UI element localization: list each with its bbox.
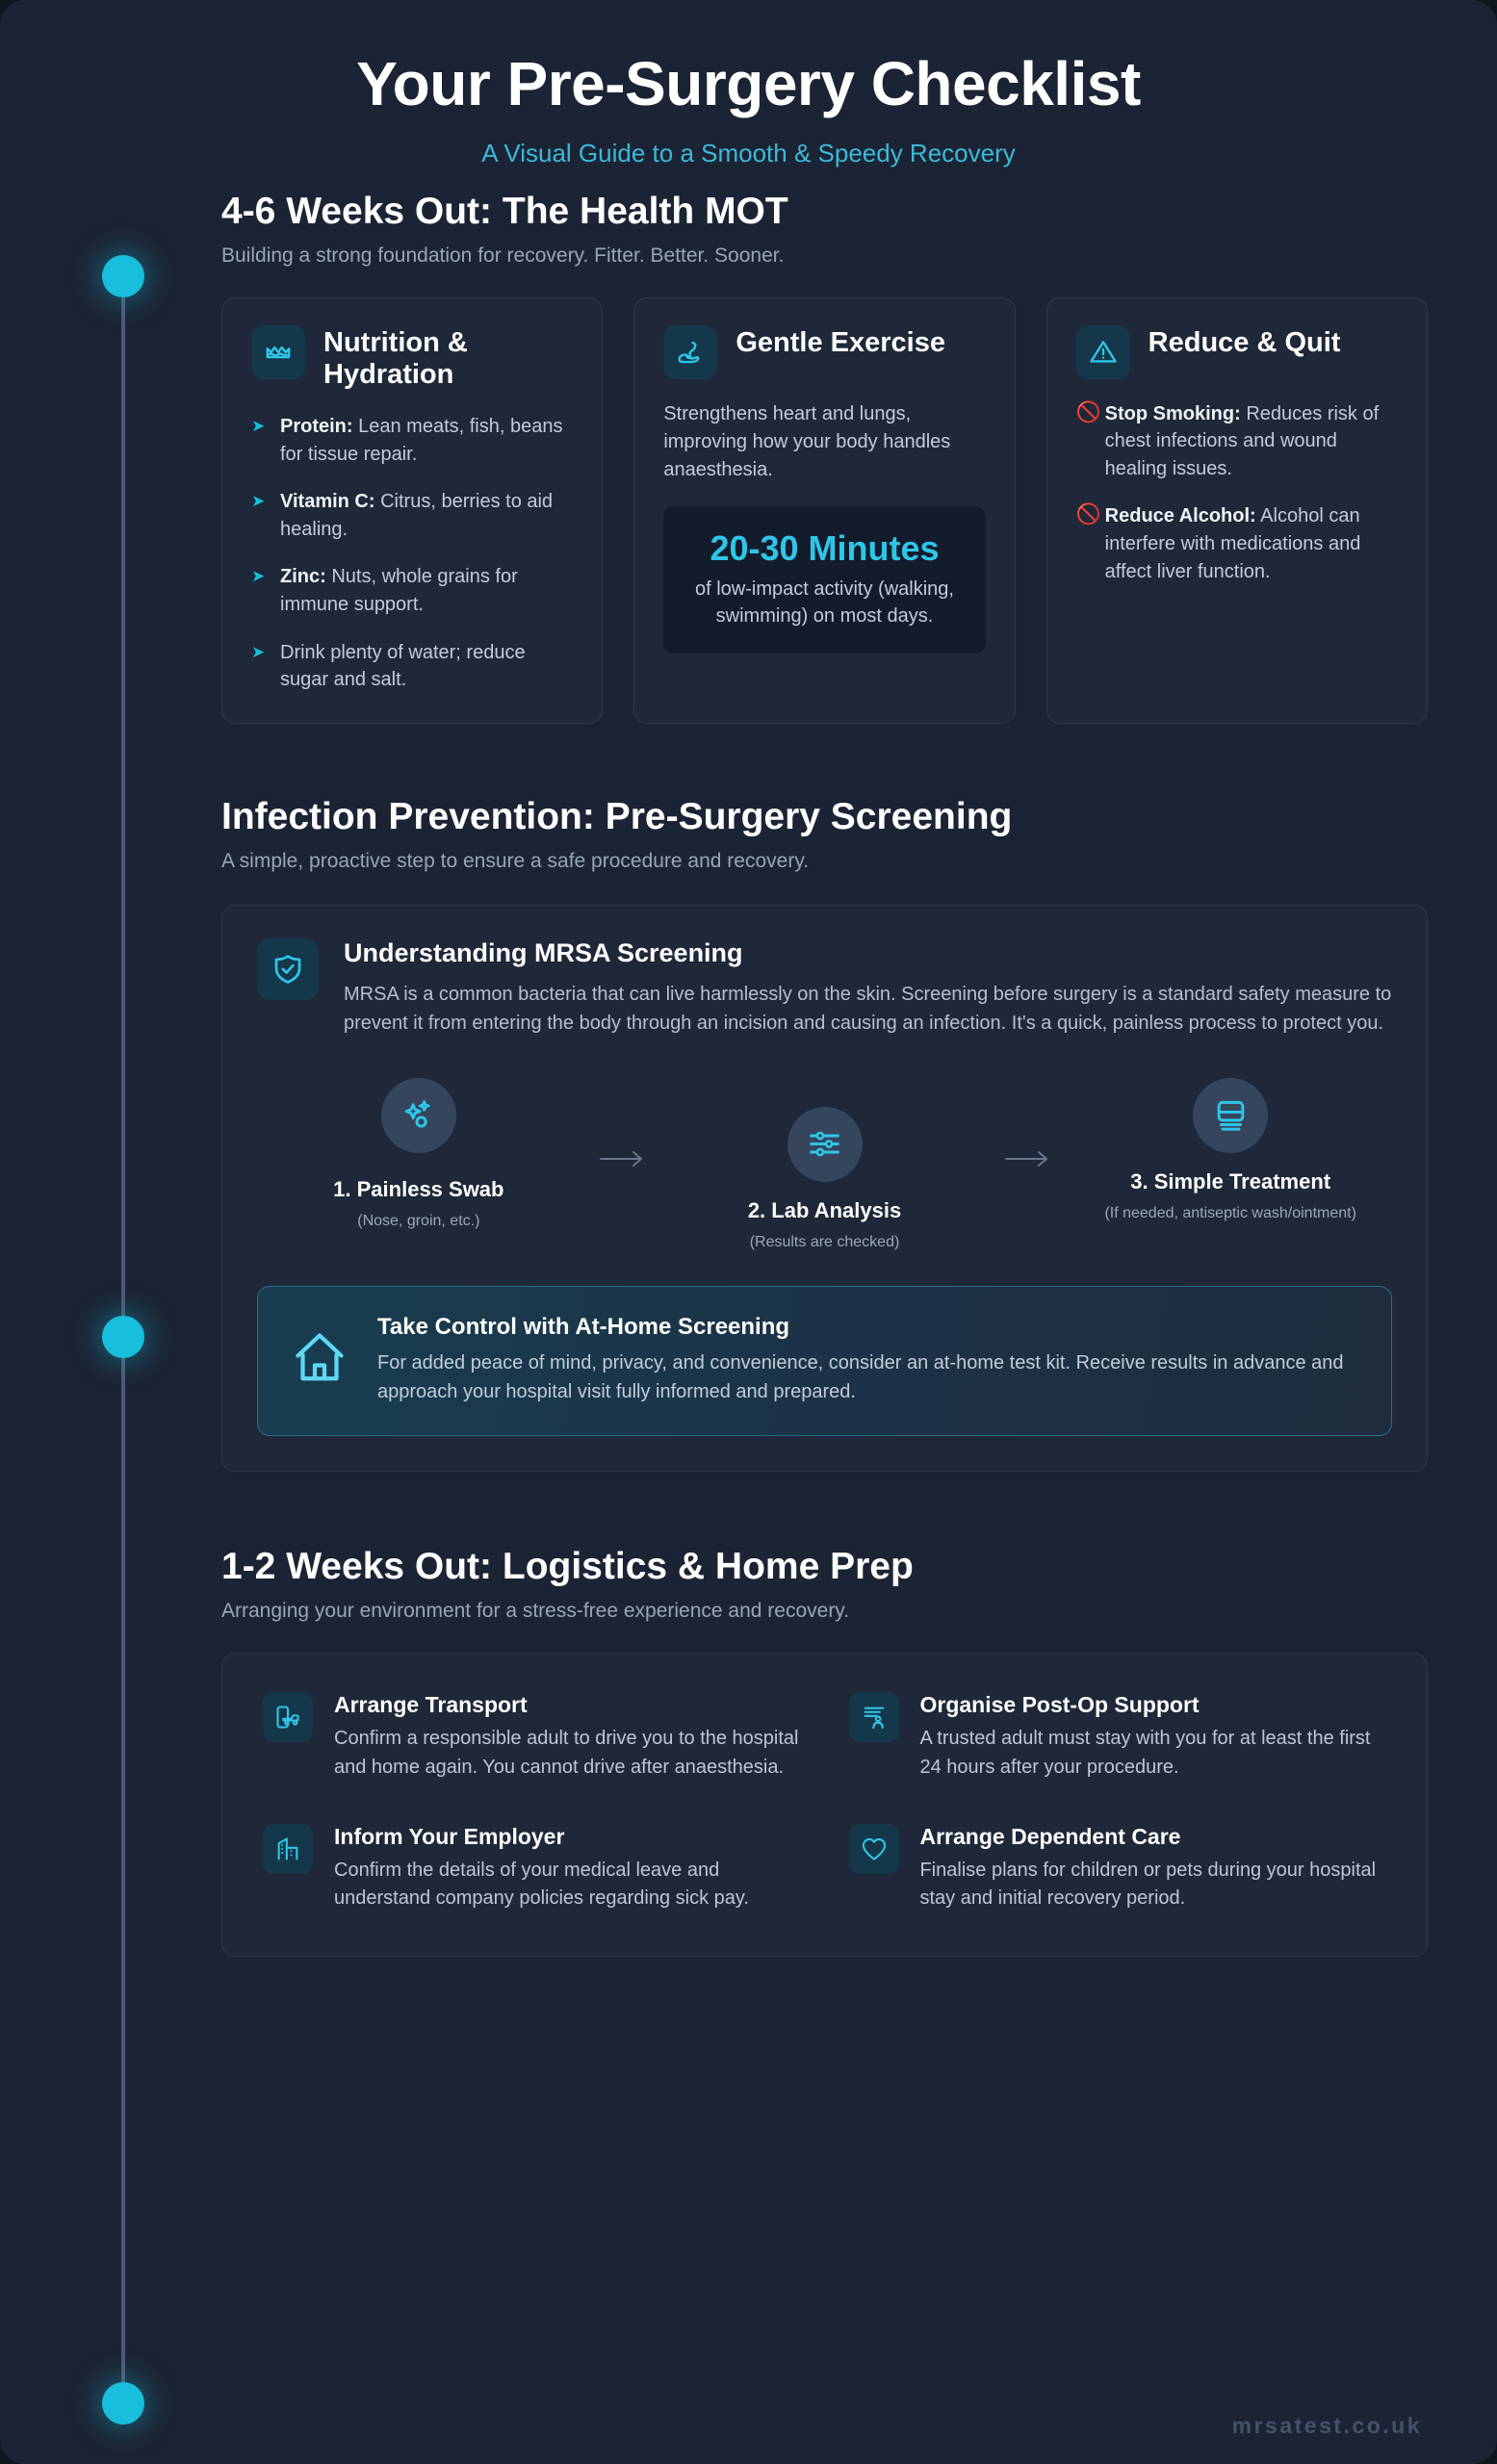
section-infection-prevention — [221, 795, 1428, 1473]
bullet-text: Zinc: Nuts, whole grains for immune support. — [280, 566, 518, 615]
logistics-item-transport — [263, 1692, 801, 1782]
home-icon — [291, 1329, 348, 1392]
timeline-dot-3 — [102, 2382, 144, 2425]
forbidden-icon: 🚫 — [1075, 503, 1101, 526]
arrow-bullet-icon: ➤ — [251, 642, 266, 661]
arrow-bullet-icon: ➤ — [251, 567, 266, 586]
exercise-body: Strengthens heart and lungs, improving how your body handles anaesthesia. — [663, 402, 951, 480]
logistics-item-support — [849, 1692, 1387, 1782]
car-transport-icon — [263, 1692, 313, 1742]
step-lab-analysis — [669, 1078, 981, 1253]
masthead — [221, 0, 1428, 168]
arrow-right-icon — [980, 1078, 1074, 1172]
logistics-body: Confirm a responsible adult to drive you to the hospital and home again. You cannot drive after anaesthesia. — [334, 1728, 799, 1778]
callout-heading: Take Control with At-Home Screening — [377, 1314, 790, 1341]
card-nutrition — [221, 297, 603, 724]
logistics-body: Finalise plans for children or pets during your hospital stay and initial recovery period. — [919, 1860, 1377, 1910]
bullet-text: Reduce Alcohol: Alcohol can interfere with medications and affect liver function. — [1104, 505, 1361, 582]
forbidden-icon: 🚫 — [1075, 400, 1101, 424]
list-item — [1076, 400, 1398, 483]
sliders-lab-icon — [787, 1107, 863, 1182]
logistics-title: Arrange Transport — [334, 1692, 528, 1718]
list-item — [251, 413, 573, 468]
wave-nutrition-icon — [251, 325, 305, 379]
logistics-body: A trusted adult must stay with you for at least the first 24 hours after your procedure. — [919, 1728, 1371, 1778]
logistics-item-employer — [263, 1824, 801, 1913]
mrsa-panel — [221, 905, 1428, 1473]
health-mot-card-row — [221, 297, 1428, 724]
office-building-icon — [263, 1824, 313, 1874]
step-label: 1. Painless Swab — [333, 1176, 504, 1201]
list-item — [251, 639, 573, 694]
stat-caption: of low-impact activity (walking, swimming) on most days. — [695, 578, 954, 628]
bullet-text: Protein: Lean meats, fish, beans for tissue repair. — [280, 415, 563, 465]
mrsa-paragraph: MRSA is a common bacteria that can live harmlessly on the skin. Screening before surgery is a standard safety measure to prevent it from entering the body through an incision and causing an infection. It's a quick, painless process to protect you. — [344, 983, 1392, 1034]
at-home-screening-callout — [257, 1286, 1392, 1436]
bullet-text: Vitamin C: Citrus, berries to aid healing. — [280, 491, 554, 540]
logistics-item-dependent-care — [849, 1824, 1387, 1913]
stat-value: 20-30 Minutes — [710, 527, 940, 568]
exercise-stat-box — [663, 506, 985, 654]
section-title: Infection Prevention: Pre-Surgery Screening — [221, 795, 1013, 837]
list-item — [251, 563, 573, 618]
step-label: 3. Simple Treatment — [1130, 1168, 1331, 1194]
shoe-exercise-icon — [663, 325, 717, 379]
card-title: Reduce & Quit — [1148, 326, 1341, 358]
arrow-bullet-icon: ➤ — [251, 416, 266, 435]
page-title: Your Pre-Surgery Checklist — [356, 49, 1141, 118]
logistics-title: Inform Your Employer — [334, 1824, 565, 1850]
card-exercise — [633, 297, 1015, 724]
logistics-body: Confirm the details of your medical leave and understand company policies regarding sick pay. — [334, 1860, 749, 1910]
card-header — [251, 325, 573, 392]
step-note: (Results are checked) — [749, 1234, 900, 1251]
step-label: 2. Lab Analysis — [747, 1197, 902, 1222]
shield-check-icon — [257, 938, 319, 1000]
section-health-mot — [221, 190, 1428, 724]
warning-triangle-icon — [1076, 325, 1130, 379]
arrow-right-icon — [575, 1078, 669, 1172]
step-simple-treatment — [1074, 1078, 1386, 1224]
mrsa-heading: Understanding MRSA Screening — [344, 937, 743, 967]
card-header — [1076, 325, 1398, 379]
logistics-grid — [221, 1653, 1428, 1957]
step-painless-swab — [263, 1078, 575, 1232]
card-header — [663, 325, 985, 379]
section-title: 4-6 Weeks Out: The Health MOT — [221, 190, 788, 232]
list-item — [1076, 502, 1398, 585]
step-note: (Nose, groin, etc.) — [357, 1213, 480, 1230]
section-subtitle: A simple, proactive step to ensure a safe procedure and recovery. — [221, 849, 810, 872]
bullet-text: Stop Smoking: Reduces risk of chest infections and wound healing issues. — [1104, 402, 1380, 479]
watermark: mrsatest.co.uk — [1231, 2413, 1422, 2438]
heart-icon — [849, 1824, 899, 1874]
nutrition-bullet-list — [251, 413, 573, 694]
list-item — [251, 488, 573, 543]
section-subtitle: Building a strong foundation for recovery. Fitter. Better. Sooner. — [221, 244, 785, 267]
card-title: Gentle Exercise — [736, 326, 945, 358]
card-title: Nutrition & Hydration — [323, 326, 468, 391]
logistics-title: Arrange Dependent Care — [919, 1824, 1181, 1850]
reduce-quit-bullet-list — [1076, 400, 1398, 586]
page-subtitle: A Visual Guide to a Smooth & Speedy Recovery — [481, 138, 1016, 167]
step-note: (If needed, antiseptic wash/ointment) — [1104, 1205, 1356, 1222]
callout-paragraph: For added peace of mind, privacy, and convenience, consider an at-home test kit. Receive results in advance and approach your hospital visit fully informed and prepared. — [377, 1352, 1344, 1402]
section-logistics — [221, 1545, 1428, 1957]
card-reduce-quit — [1046, 297, 1428, 724]
section-subtitle: Arranging your environment for a stress-free experience and recovery. — [221, 1600, 850, 1623]
bullet-text: Drink plenty of water; reduce sugar and salt. — [280, 641, 526, 691]
support-person-icon — [849, 1692, 899, 1742]
logistics-title: Organise Post-Op Support — [919, 1692, 1200, 1718]
ointment-tube-icon — [1193, 1078, 1268, 1153]
screening-steps — [257, 1078, 1392, 1253]
arrow-bullet-icon: ➤ — [251, 492, 266, 511]
section-title: 1-2 Weeks Out: Logistics & Home Prep — [221, 1546, 914, 1588]
sparkles-swab-icon — [381, 1078, 456, 1153]
mrsa-panel-header — [257, 938, 1392, 1038]
